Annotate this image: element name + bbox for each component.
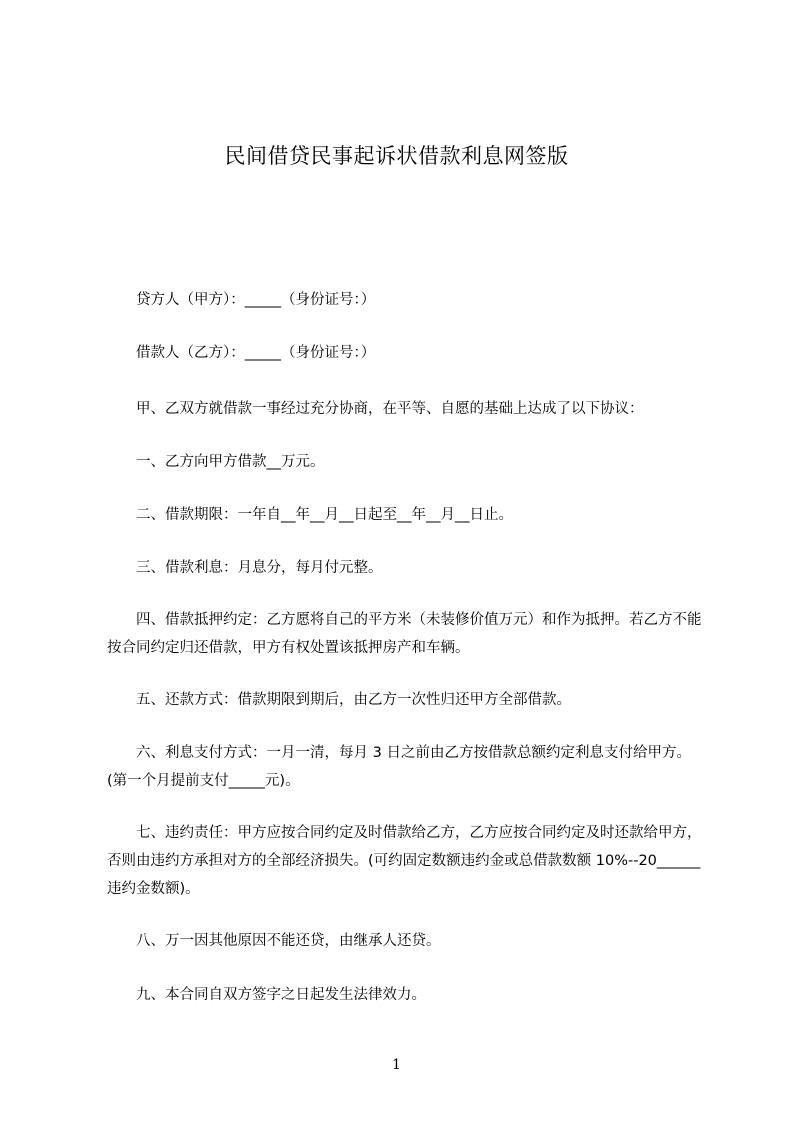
clause-4-collateral: 四、借款抵押约定：乙方愿将自己的平方米（未装修价值万元）和作为抵押。若乙方不能按合同约定归还借款，甲方有权处置该抵押房产和车辆。 <box>107 612 702 656</box>
clause-7-liability: 七、违约责任：甲方应按合同约定及时借款给乙方，乙方应按合同约定及时还款给甲方，否则由违约方承担对方的全部经济损失。(可约固定数额违约金或总借款数额 10%--20______违约金数额)。 <box>107 825 702 897</box>
clause-2-loan-term: 二、借款期限：一年自__年__月__日起至__年__月__日止。 <box>136 507 513 523</box>
document-title: 民间借贷民事起诉状借款利息网签版 <box>224 144 569 168</box>
clause-3-interest: 三、借款利息：月息分，每月付元整。 <box>136 560 383 576</box>
clause-8-heir: 八、万一因其他原因不能还贷，由继承人还贷。 <box>136 933 441 949</box>
clause-9-effect: 九、本合同自双方签字之日起发生法律效力。 <box>136 987 426 1003</box>
agreement-intro: 甲、乙双方就借款一事经过充分协商，在平等、自愿的基础上达成了以下协议： <box>136 401 644 417</box>
clause-1-loan-amount: 一、乙方向甲方借款__万元。 <box>136 454 325 470</box>
clause-5-repayment: 五、还款方式：借款期限到期后，由乙方一次性归还甲方全部借款。 <box>136 692 571 708</box>
lender-line: 贷方人（甲方）：_____（身份证号：） <box>136 292 376 308</box>
clause-6-interest-payment: 六、利息支付方式：一月一清，每月 3 日之前由乙方按借款总额约定利息支付给甲方。(第一个月提前支付_____元)。 <box>107 745 691 789</box>
borrower-line: 借款人（乙方）：_____（身份证号：） <box>136 345 376 361</box>
page-number: 1 <box>392 1057 401 1073</box>
